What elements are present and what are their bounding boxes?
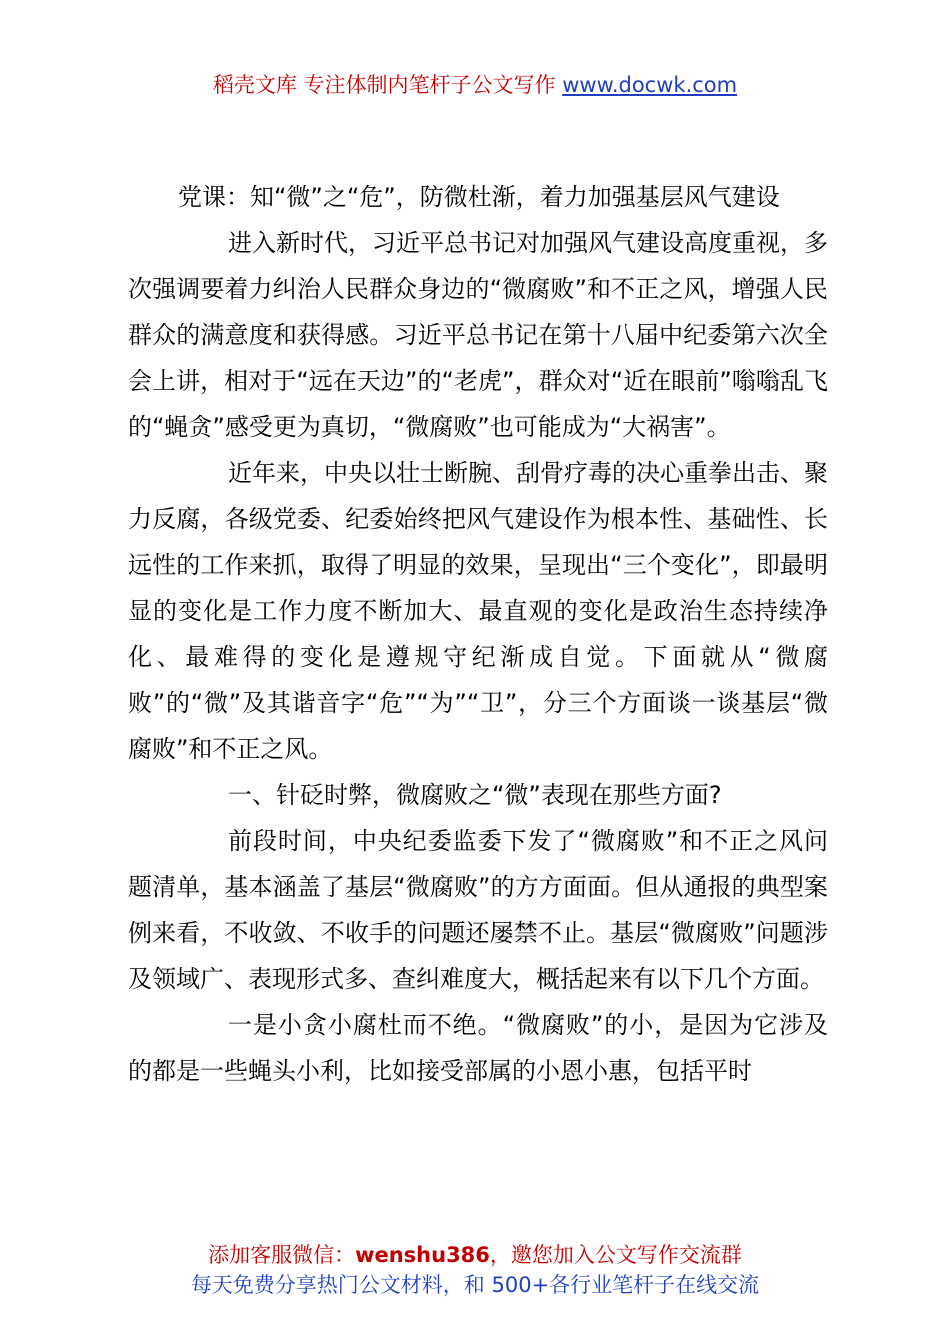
header-website-link[interactable]: www.docwk.com: [562, 73, 738, 97]
paragraph-4: 一是小贪小腐杜而不绝。“微腐败”的小，是因为它涉及的都是一些蝇头小利，比如接受部属的小恩小惠，包括平时: [128, 1011, 828, 1085]
footer-contact-suffix: ，邀您加入公文写作交流群: [489, 1243, 742, 1267]
section-heading-1: 一、针砭时弊，微腐败之“微”表现在那些方面?: [228, 781, 722, 809]
document-title: 党课：知“微”之“危”，防微杜渐，着力加强基层风气建设: [178, 183, 780, 211]
page-footer: [0, 1240, 950, 1300]
document-body: [128, 174, 828, 1094]
footer-promo-line: 每天免费分享热门公文材料，和 500+各行业笔杆子在线交流: [190, 1273, 760, 1297]
paragraph-3: 前段时间，中央纪委监委下发了“微腐败”和不正之风问题清单，基本涵盖了基层“微腐败”的方方面面。但从通报的典型案例来看，不收敛、不收手的问题还屡禁不止。基层“微腐败”问题涉及领域广、表现形式多、查纠难度大，概括起来有以下几个方面。: [128, 827, 828, 993]
header-brand-text: 稻壳文库 专注体制内笔杆子公文写作: [212, 73, 563, 97]
footer-contact-line: [0, 1240, 950, 1270]
footer-wechat-id: wenshu386: [355, 1243, 490, 1267]
footer-contact-prefix: 添加客服微信：: [208, 1243, 356, 1267]
page-header: [0, 70, 950, 100]
paragraph-2: 近年来，中央以壮士断腕、刮骨疗毒的决心重拳出击、聚力反腐，各级党委、纪委始终把风气建设作为根本性、基础性、长远性的工作来抓，取得了明显的效果，呈现出“三个变化”，即最明显的变化是工作力度不断加大、最直观的变化是政治生态持续净化、最难得的变化是遵规守纪渐成自觉。下面就从“微腐败”的“微”及其谐音字“危”“为”“卫”，分三个方面谈一谈基层“微腐败”和不正之风。: [128, 459, 828, 763]
paragraph-1: 进入新时代，习近平总书记对加强风气建设高度重视，多次强调要着力纠治人民群众身边的“微腐败”和不正之风，增强人民群众的满意度和获得感。习近平总书记在第十八届中纪委第六次全会上讲，相对于“远在天边”的“老虎”，群众对“近在眼前”嗡嗡乱飞的“蝇贪”感受更为真切，“微腐败”也可能成为“大祸害”。: [128, 229, 828, 441]
